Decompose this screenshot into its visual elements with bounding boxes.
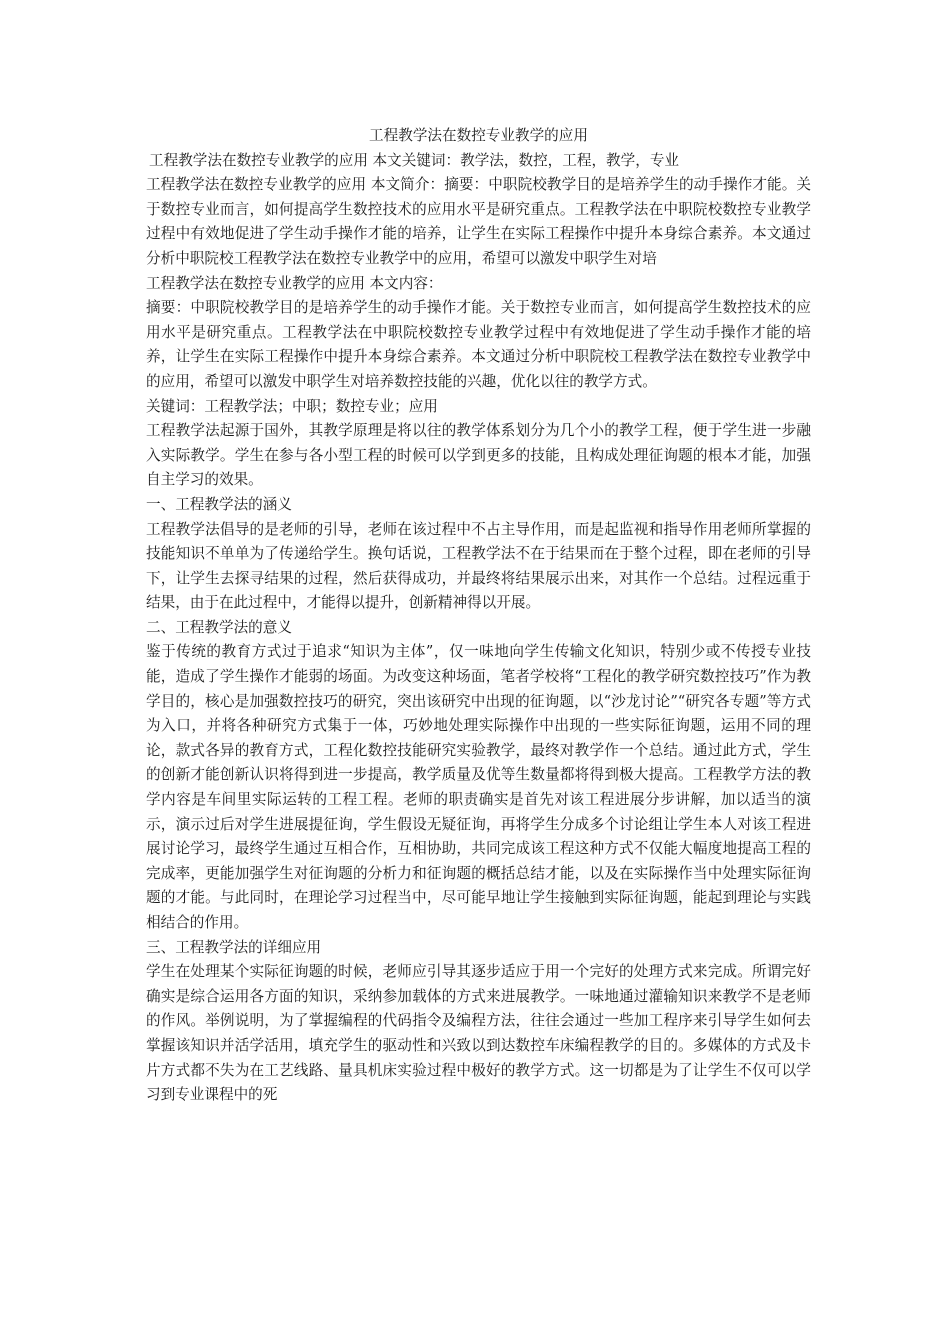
section3-paragraph: 学生在处理某个实际征询题的时候，老师应引导其逐步适应于用一个完好的处理方式来完成。所谓完好确实是综合运用各方面的知识，采纳参加载体的方式来进展教学。一味地通过灌输知识来教学不是老师的作风。举例说明，为了掌握编程的代码指令及编程方法，往往会通过一些加工程序来引导学生如何去掌握该知识并活学活用，填充学生的驱动性和兴致以到达数控车床编程教学的目的。多媒体的方式及卡片方式都不失为在工艺线路、量具机床实验过程中极好的教学方式。这一切都是为了让学生不仅可以学习到专业课程中的死 (146, 963, 811, 1104)
section1-heading: 一、工程教学法的涵义 (146, 495, 292, 513)
intro-paragraph: 工程教学法在数控专业教学的应用 本文简介：摘要：中职院校教学目的是培养学生的动手操作才能。关于数控专业而言，如何提高学生数控技术的应用水平是研究重点。工程教学法在中职院校数控专业教学过程中有效地促进了学生动手操作才能的培养，让学生在实际工程操作中提升本身综合素养。本文通过分析中职院校工程教学法在数控专业教学中的应用，希望可以激发中职学生对培 (146, 176, 811, 267)
section2-heading: 二、工程教学法的意义 (146, 618, 292, 636)
document-title: 工程教学法在数控专业教学的应用 (369, 127, 588, 144)
content-label: 工程教学法在数控专业教学的应用 本文内容： (146, 274, 443, 292)
section2-paragraph: 鉴于传统的教育方式过于追求“知识为主体”，仅一味地向学生传输文化知识，特别少或不传授专业技能，造成了学生操作才能弱的场面。为改变这种场面，笔者学校将“工程化的教学研究数控技巧”作为教学目的，核心是加强数控技巧的研究，突出该研究中出现的征询题，以“沙龙讨论”“研究各专题”等方式为入口，并将各种研究方式集于一体，巧妙地处理实际操作中出现的一些实际征询题，运用不同的理论，款式各异的教育方式，工程化数控技能研究实验教学，最终对教学作一个总结。通过此方式，学生的创新才能创新认识将得到进一步提高，教学质量及优等生数量都将得到极大提高。工程教学方法的教学内容是车间里实际运转的工程工程。老师的职责确实是首先对该工程进展分步讲解，加以适当的演示，演示过后对学生进展提征询，学生假设无疑征询，再将学生分成多个讨论组让学生本人对该工程进展讨论学习，最终学生通过互相合作，互相协助，共同完成该工程这种方式不仅能大幅度地提高工程的完成率，更能加强学生对征询题的分析力和征询题的概括总结才能，以及在实际操作当中处理实际征询题的才能。与此同时，在理论学习过程当中，尽可能早地让学生接触到实际征询题，能起到理论与实践相结合的作用。 (146, 643, 811, 931)
origin-paragraph: 工程教学法起源于国外，其教学原理是将以往的教学体系划分为几个小的教学工程，便于学生进一步融入实际教学。学生在参与各小型工程的时候可以学到更多的技能，且构成处理征询题的根本才能，加强自主学习的效果。 (146, 422, 811, 489)
keywords-line: 工程教学法在数控专业教学的应用 本文关键词：教学法，数控，工程，教学，专业 (149, 151, 680, 169)
document-page (146, 124, 811, 1108)
section3-heading: 三、工程教学法的详细应用 (146, 938, 322, 956)
section1-paragraph: 工程教学法倡导的是老师的引导，老师在该过程中不占主导作用，而是起监视和指导作用老师所掌握的技能知识不单单为了传递给学生。换句话说，工程教学法不在于结果而在于整个过程，即在老师的引导下，让学生去探寻结果的过程，然后获得成功，并最终将结果展示出来，对其作一个总结。过程远重于结果，由于在此过程中，才能得以提升，创新精神得以开展。 (146, 520, 811, 612)
keywords-paragraph: 关键词：工程教学法；中职；数控专业；应用 (146, 397, 438, 415)
abstract-paragraph: 摘要：中职院校教学目的是培养学生的动手操作才能。关于数控专业而言，如何提高学生数控技术的应用水平是研究重点。工程教学法在中职院校数控专业教学过程中有效地促进了学生动手操作才能的培养，让学生在实际工程操作中提升本身综合素养。本文通过分析中职院校工程教学法在数控专业教学中的应用，希望可以激发中职学生对培养数控技能的兴趣，优化以往的教学方式。 (146, 299, 811, 390)
